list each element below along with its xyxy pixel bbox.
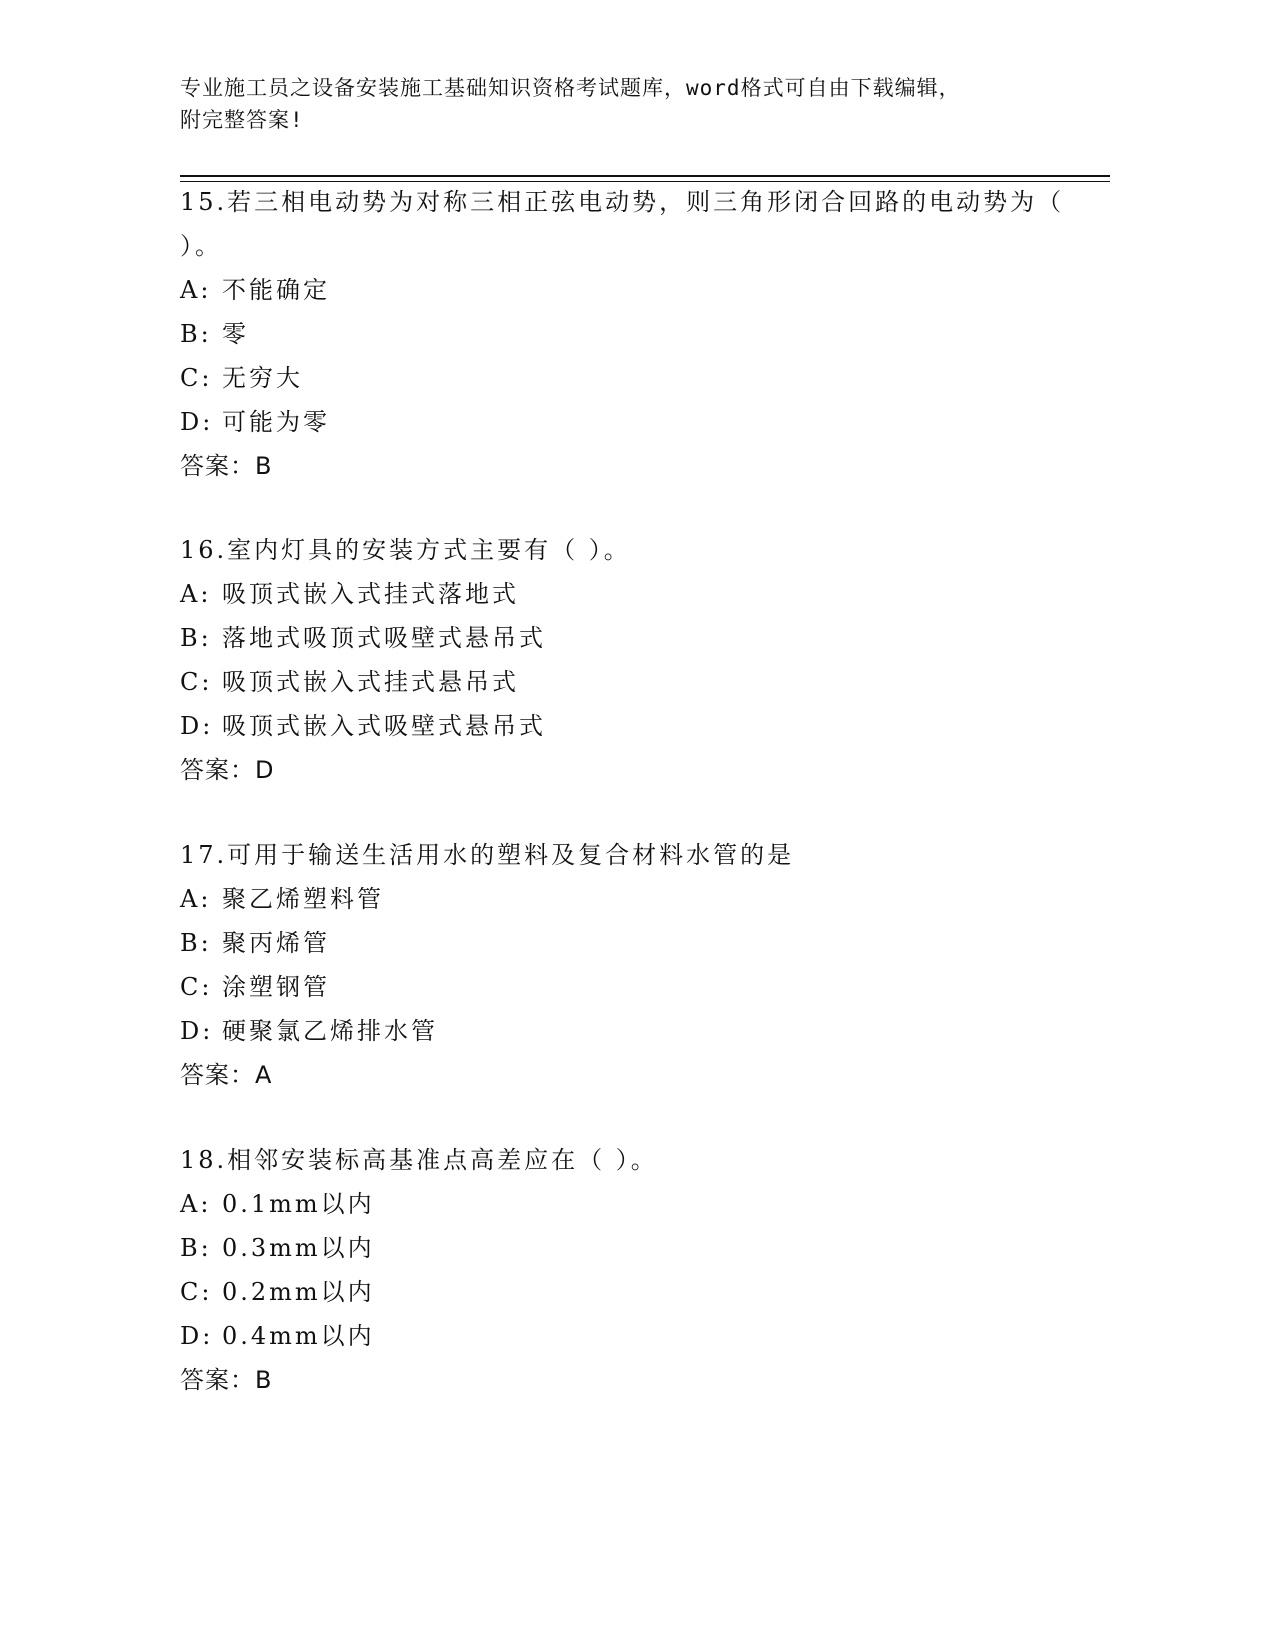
option-b (180, 1226, 1080, 1270)
option-text: 聚丙烯管 (222, 929, 330, 957)
question-text (180, 833, 1080, 877)
option-b (180, 616, 1080, 660)
option-text: 0.3mm以内 (222, 1234, 375, 1262)
answer-line: 答案：B (180, 1366, 273, 1394)
option-letter: B: (180, 624, 212, 652)
option-text: 零 (222, 320, 249, 348)
header-line-2: 附完整答案! (180, 108, 304, 132)
option-letter: D: (180, 1017, 214, 1045)
header-line-1: 专业施工员之设备安装施工基础知识资格考试题库，word格式可自由下载编辑， (180, 76, 961, 100)
question-number: 16. (180, 536, 228, 564)
document-header (180, 72, 1080, 136)
question-stem: 相邻安装标高基准点高差应在（ ）。 (227, 1146, 658, 1174)
question-stem: 室内灯具的安装方式主要有（ ）。 (227, 536, 631, 564)
option-d (180, 704, 1080, 748)
question-stem: 若三相电动势为对称三相正弦电动势，则三角形闭合回路的电动势为（ ）。 (180, 188, 1065, 260)
option-text: 落地式吸顶式吸壁式悬吊式 (222, 624, 546, 652)
option-a (180, 877, 1080, 921)
option-letter: D: (180, 712, 214, 740)
option-text: 涂塑钢管 (222, 973, 330, 1001)
option-text: 无穷大 (222, 364, 303, 392)
option-letter: A: (180, 276, 212, 304)
option-letter: D: (180, 408, 214, 436)
option-d (180, 400, 1080, 444)
question-number: 18. (180, 1146, 228, 1174)
answer-line: 答案：A (180, 1061, 273, 1089)
option-c (180, 356, 1080, 400)
option-letter: C: (180, 973, 213, 1001)
question-number: 17. (180, 841, 228, 869)
option-c (180, 660, 1080, 704)
question-18 (180, 1138, 1080, 1402)
option-a (180, 572, 1080, 616)
answer-line: 答案：D (180, 756, 275, 784)
option-text: 吸顶式嵌入式挂式悬吊式 (222, 668, 519, 696)
option-letter: D: (180, 1322, 214, 1350)
option-letter: C: (180, 1278, 213, 1306)
option-b (180, 312, 1080, 356)
option-c (180, 1270, 1080, 1314)
option-text: 0.4mm以内 (222, 1322, 375, 1350)
option-c (180, 965, 1080, 1009)
option-text: 0.1mm以内 (222, 1190, 375, 1218)
option-text: 聚乙烯塑料管 (222, 885, 384, 913)
option-letter: B: (180, 1234, 212, 1262)
question-15 (180, 180, 1080, 488)
option-text: 吸顶式嵌入式吸壁式悬吊式 (222, 712, 546, 740)
question-number: 15. (180, 188, 228, 216)
option-d (180, 1009, 1080, 1053)
option-letter: A: (180, 885, 212, 913)
question-text (180, 528, 1080, 572)
question-16 (180, 528, 1080, 792)
question-text (180, 180, 1080, 268)
option-letter: C: (180, 364, 213, 392)
question-stem: 可用于输送生活用水的塑料及复合材料水管的是 (227, 841, 795, 869)
option-letter: B: (180, 929, 212, 957)
option-letter: B: (180, 320, 212, 348)
option-letter: A: (180, 1190, 212, 1218)
option-b (180, 921, 1080, 965)
option-text: 0.2mm以内 (222, 1278, 375, 1306)
option-d (180, 1314, 1080, 1358)
option-a (180, 268, 1080, 312)
question-text (180, 1138, 1080, 1182)
option-a (180, 1182, 1080, 1226)
option-letter: A: (180, 580, 212, 608)
option-letter: C: (180, 668, 213, 696)
option-text: 可能为零 (222, 408, 330, 436)
option-text: 硬聚氯乙烯排水管 (222, 1017, 438, 1045)
answer-line: 答案：B (180, 452, 273, 480)
question-17 (180, 833, 1080, 1097)
option-text: 吸顶式嵌入式挂式落地式 (222, 580, 519, 608)
option-text: 不能确定 (222, 276, 330, 304)
